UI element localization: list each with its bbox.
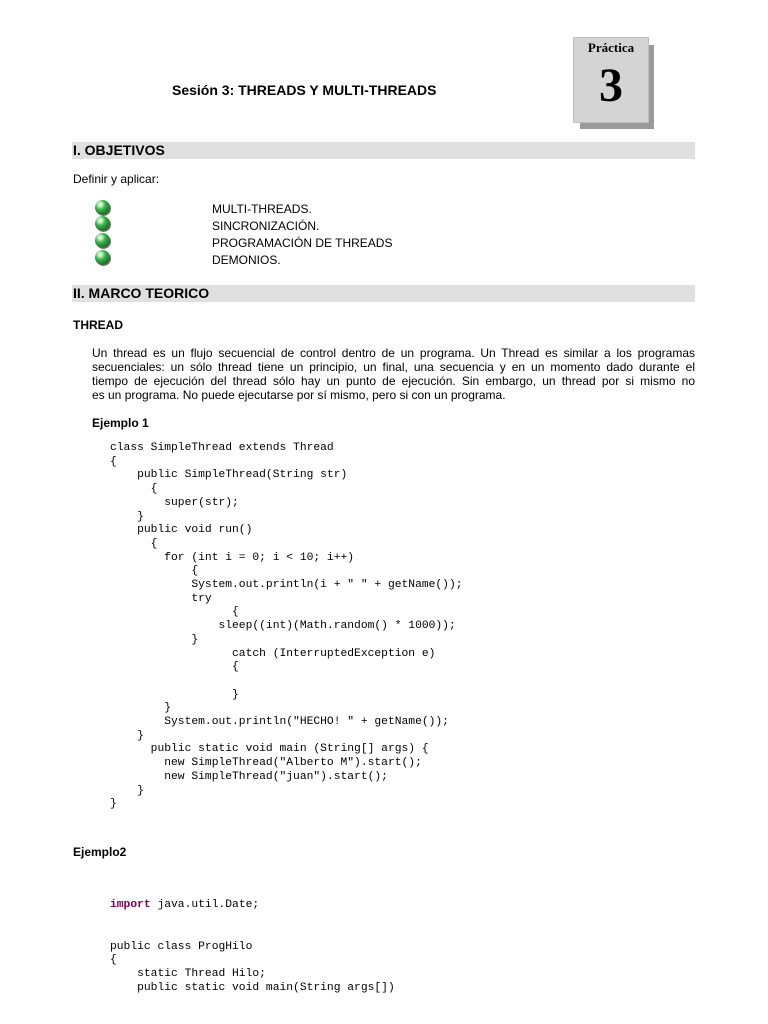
practice-badge-number: 3: [599, 59, 623, 112]
code-line: }: [110, 729, 144, 742]
code-line: new SimpleThread("juan").start();: [110, 770, 388, 783]
code-line: {: [110, 455, 117, 468]
section-heading-objetivos: I. OBJETIVOS: [73, 142, 165, 158]
example2-code-lines: [110, 941, 395, 996]
thread-subheading: THREAD: [73, 318, 123, 332]
globe-bullet-icon: [95, 200, 110, 215]
objective-item: MULTI-THREADS.: [212, 202, 312, 216]
example2-code-block: [110, 872, 395, 1009]
code-line: {: [110, 483, 158, 496]
section-bar-objetivos: [72, 142, 695, 159]
code-line: public class ProgHilo: [110, 940, 253, 953]
paragraph-line: es un programa. No puede ejecutarse por sí mismo, pero si con un programa.: [92, 388, 506, 402]
example1-heading: Ejemplo 1: [92, 416, 149, 430]
code-line: static Thread Hilo;: [110, 967, 266, 980]
code-line: System.out.println("HECHO! " + getName());: [110, 716, 449, 729]
code-line: new SimpleThread("Alberto M").start();: [110, 757, 422, 770]
paragraph-line: Un thread es un flujo secuencial de control dentro de un programa. Un Thread es similar a los programas: [92, 346, 695, 360]
code-line: }: [110, 633, 199, 646]
import-keyword: import: [110, 899, 151, 912]
section-heading-marco: II. MARCO TEORICO: [73, 285, 210, 301]
code-line: public static void main (String[] args) {: [110, 743, 429, 756]
code-line: {: [110, 661, 239, 674]
code-line: sleep((int)(Math.random() * 1000));: [110, 620, 456, 633]
code-line: try: [110, 592, 212, 605]
code-line: public static void main(String args[]): [110, 981, 395, 994]
paragraph-line: secuenciales: un sólo thread tiene un principio, un final, una secuencia y en un momento dado durante el: [92, 360, 695, 374]
code-line: public SimpleThread(String str): [110, 469, 348, 482]
code-line-import: [110, 899, 395, 913]
objective-item: DEMONIOS.: [212, 253, 281, 267]
import-statement: java.util.Date;: [150, 899, 260, 912]
globe-bullet-icon: [95, 216, 110, 231]
example1-code-block: [110, 442, 463, 812]
code-line: [110, 675, 463, 689]
code-line: }: [110, 784, 144, 797]
code-line: for (int i = 0; i < 10; i++): [110, 551, 355, 564]
paragraph-line: tiempo de ejecución del thread sólo hay un punto de ejecución. Sin embargo, un thread por si mismo no: [92, 374, 695, 388]
practice-badge-label: Práctica: [587, 40, 635, 55]
code-line: super(str);: [110, 496, 239, 509]
example2-heading: Ejemplo2: [73, 845, 127, 859]
code-line: class SimpleThread extends Thread: [110, 442, 334, 454]
code-line: {: [110, 606, 239, 619]
objective-item: SINCRONIZACIÓN.: [212, 219, 320, 233]
code-line: }: [110, 702, 172, 715]
code-line: {: [110, 954, 117, 967]
code-line: {: [110, 565, 199, 578]
objective-item: PROGRAMACIÓN DE THREADS: [212, 236, 393, 250]
code-line: }: [110, 798, 117, 811]
code-line: System.out.println(i + " " + getName());: [110, 579, 463, 592]
code-line: {: [110, 537, 158, 550]
code-line: }: [110, 510, 144, 523]
globe-bullet-icon: [95, 233, 110, 248]
code-line: catch (InterruptedException e): [110, 647, 436, 660]
code-line: }: [110, 688, 239, 701]
code-line: public void run(): [110, 524, 253, 537]
globe-bullet-icon: [95, 250, 110, 265]
objectives-intro: Definir y aplicar:: [73, 172, 160, 186]
thread-paragraph: [92, 346, 695, 402]
page-title: Sesión 3: THREADS Y MULTI-THREADS: [172, 82, 437, 98]
